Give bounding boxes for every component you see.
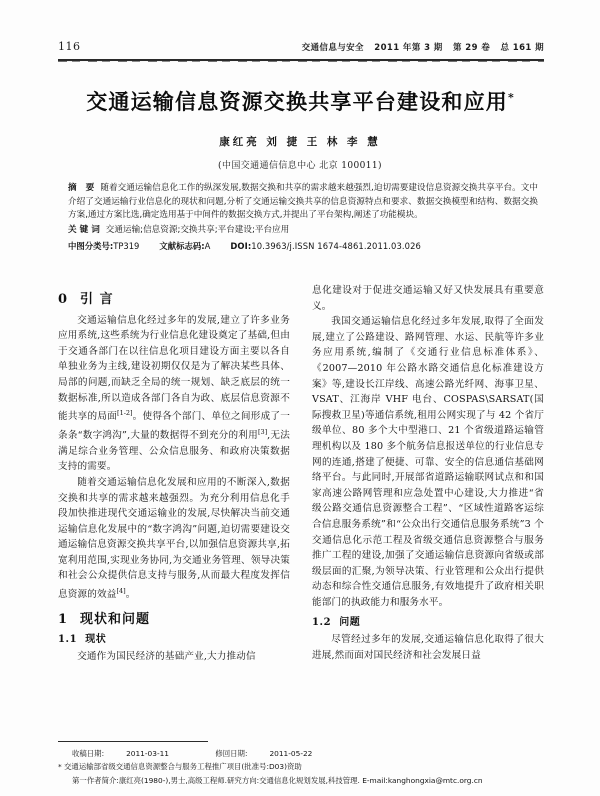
journal-name: 交通信息与安全 xyxy=(301,43,364,53)
reference-marker: [4] xyxy=(116,587,126,596)
clc-group xyxy=(68,240,139,254)
running-head xyxy=(58,40,544,53)
subsection-title: 现状 xyxy=(85,634,107,646)
subsection-number: 1.1 xyxy=(58,634,78,646)
classification-line xyxy=(68,240,538,254)
doc-code-value: A xyxy=(204,241,211,252)
body-columns xyxy=(58,283,544,731)
footer-divider xyxy=(58,741,208,742)
journal-year-issue: 2011 年第 3 期 xyxy=(374,43,443,53)
section-title: 现状和问题 xyxy=(80,611,151,627)
footer-dates xyxy=(72,748,544,759)
doi-label: DOI: xyxy=(230,241,252,252)
title-footnote-marker: * xyxy=(508,91,514,104)
section-heading xyxy=(58,292,290,308)
journal-volume: 第 29 卷 xyxy=(453,43,491,53)
reference-marker: [1-2] xyxy=(117,409,133,418)
subsection-heading xyxy=(312,615,544,631)
abstract-paragraph xyxy=(68,182,538,223)
body-paragraph: 息化建设对于促进交通运输又好又快发展具有重要意义。 xyxy=(312,285,544,312)
doi-group xyxy=(230,240,421,254)
clc-value: TP319 xyxy=(113,241,140,252)
journal-serial: 总 161 期 xyxy=(500,43,544,53)
revised-date: 2011-05-22 xyxy=(269,749,313,758)
subsection-title: 问题 xyxy=(339,617,361,629)
received-label: 收稿日期: xyxy=(72,749,105,758)
author-affiliation: (中国交通通信信息中心 北京 100011) xyxy=(218,161,382,171)
funding-note: * 交通运输部省级交通信息资源整合与服务工程推广项目(批准号:D03)资助 xyxy=(58,762,302,772)
author-bio-note: 第一作者简介:康红亮(1980-),男士,高级工程师.研究方向:交通信息化规划发展,科技管理. E-mail:kanghongxia@mtc.org.cn xyxy=(72,775,483,785)
article-title xyxy=(0,86,600,116)
abstract-block xyxy=(68,182,538,254)
article-title-text: 交通运输信息资源交换共享平台建设和应用 xyxy=(86,89,509,114)
journal-info xyxy=(295,41,544,53)
footer-notes xyxy=(58,748,544,786)
body-paragraph: 交通运输信息化经过多年的发展,建立了许多业务应用系统,这些系统为行业信息化建设奠定了基础,但由于交通各部门在以往信息化项目建设方面主要以各自单独业务为主线,建设初期仅仅是为了解决某些具体、局部的问题,而缺乏全局的统一规划、缺乏底层的统一数据标准,所以造成各部门各自为政、底层信息资源不能共享的局面[1-2]。使得各个部门、单位之间形成了一条条“数字鸿沟”,大量的数据得不到充分的利用[3],无法满足综合业务管理、公众信息服务、和政府决策数据支持的需要。 xyxy=(58,314,290,473)
doc-code-group xyxy=(159,240,210,254)
body-paragraph: 随着交通运输信息化发展和应用的不断深入,数据交换和共享的需求越来越强烈。为充分利用信息化手段加快推进现代交通运输业的发展,尽快解决当前交通运输信息化发展中的“数字鸿沟”问题,迫切需要建设交通运输信息资源交换共享平台,以加强信息资源共享,拓宽利用范围,实现业务协同,为交通业务管理、领导决策和社会公众提供信息支持与服务,从而最大程度发挥信息资源的效益[4]。 xyxy=(58,476,290,601)
revised-group xyxy=(215,749,334,758)
body-paragraph: 尽管经过多年的发展,交通运输信息化取得了很大进展,然而面对国民经济和社会发展日益 xyxy=(312,634,544,661)
abstract-text: 随着交通运输信息化工作的纵深发展,数据交换和共享的需求越来越强烈,迫切需要建设信息资源交换共享平台。文中介绍了交通运输行业信息化的现状和问题,分析了交通运输交换共享的信息资源特点和要求、数据交换模型和结构、数据交换方案,通过方案比选,确定选用基于中间件的数据交换方式,并提出了平台架构,阐述了功能模块。 xyxy=(68,183,538,221)
header-divider xyxy=(58,59,544,61)
right-column xyxy=(312,283,544,731)
body-paragraph: 交通作为国民经济的基础产业,大力推动信 xyxy=(77,651,256,663)
body-paragraph: 我国交通运输信息化经过多年发展,取得了全面发展,建立了公路建设、路网管理、水运、民航等许多业务应用系统,编制了《交通行业信息标准体系》、《2007—2010 年公路水路交通信息化标准建设方案》等,建设长江岸线、高速公路光纤网、海事卫星、VSAT、江海岸 VHF 电台、COSPAS\SARSAT(国际搜救卫星)等通信系统,租用公网实现了与 42 个省厅级单位、80 多个大中型港口、21 个省级道路运输管理机构以及 180 多个航务信息报送单位的行业信息专网的连通,搭建了便捷、可靠、安全的信息通信基础网络平台。与此同时,开展部省道路运输联网试点和和国家高速公路网管理和应急处置中心建设,大力推进“省级公路交通信息资源整合工程”、“区域性道路客运综合信息服务系统”和“公众出行交通信息服务系统”3 个交通信息化示范工程及省级交通信息资源整合与服务推广工程的建设,加强了交通运输信息资源向省级或部级层面的汇聚,为领导决策、行业管理和公众出行提供动态和综合性交通信息服务,有效地提升了政府相关职能部门的执政能力和服务水平。 xyxy=(312,316,544,608)
doc-code-label: 文献标志码: xyxy=(159,241,205,252)
section-title: 引 言 xyxy=(80,292,114,307)
section-heading xyxy=(58,612,290,628)
keywords-line xyxy=(68,224,538,238)
author-list: 康红亮 刘 捷 王 林 李 慧 xyxy=(219,136,381,148)
keywords-label: 关键词 xyxy=(68,224,103,235)
received-date: 2011-03-11 xyxy=(126,749,170,758)
left-column xyxy=(58,283,290,731)
received-group xyxy=(72,749,191,758)
subsection-number: 1.2 xyxy=(312,617,332,629)
subsection-heading xyxy=(58,632,290,648)
reference-marker: [3] xyxy=(257,427,268,436)
abstract-label: 摘 要 xyxy=(68,183,98,193)
keywords-text: 交通运输;信息资源;交换共享;平台建设;平台应用 xyxy=(105,224,290,235)
revised-label: 修回日期: xyxy=(215,749,248,758)
section-number: 1 xyxy=(58,611,69,627)
page-folio: 116 xyxy=(58,40,81,53)
doi-value: 10.3963/j.ISSN 1674-4861.2011.03.026 xyxy=(251,241,421,252)
clc-label: 中图分类号: xyxy=(68,241,114,252)
section-number: 0 xyxy=(58,292,69,307)
